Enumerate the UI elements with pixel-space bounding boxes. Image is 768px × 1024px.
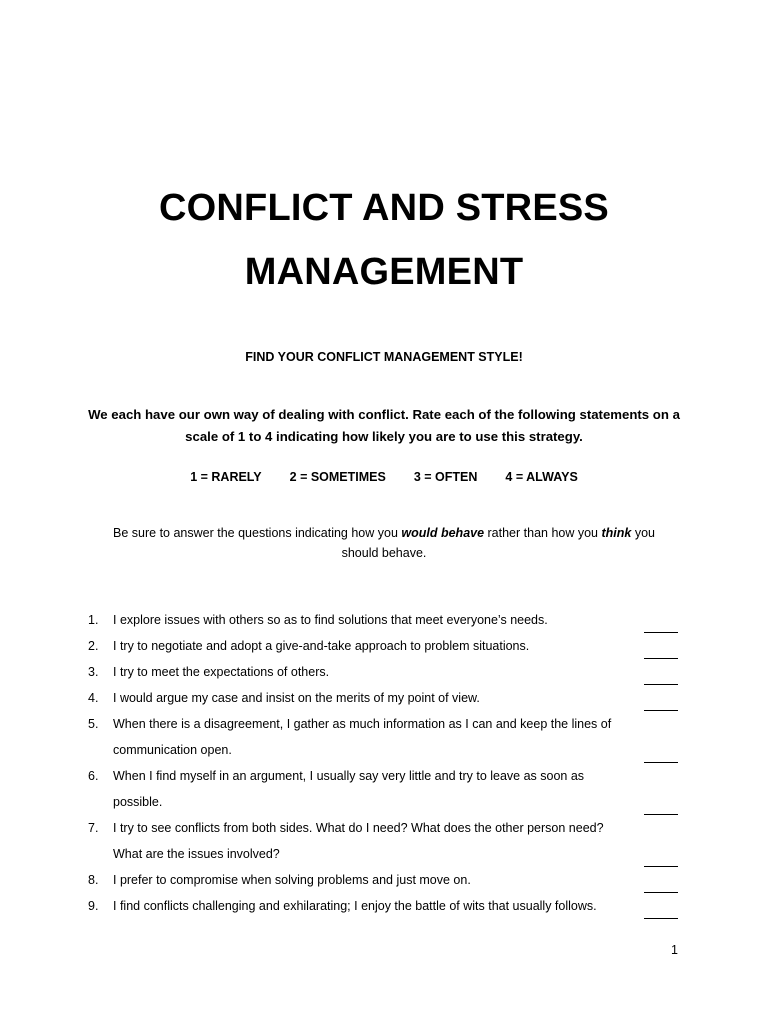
title-line-1: CONFLICT AND STRESS — [159, 187, 609, 229]
answer-blank[interactable] — [644, 642, 678, 659]
question-number: 4. — [88, 691, 99, 705]
answer-blank[interactable] — [644, 902, 678, 919]
question-item — [88, 711, 688, 763]
instruction-emphasis-think: think — [601, 526, 632, 540]
scale-often: 3 = OFTEN — [413, 470, 478, 484]
question-text: I prefer to compromise when solving problems and just move on. — [113, 873, 471, 887]
instruction-text-1: Be sure to answer the questions indicating how you — [113, 526, 402, 540]
section-subtitle: FIND YOUR CONFLICT MANAGEMENT STYLE! — [245, 350, 523, 364]
question-text: I try to see conflicts from both sides. What do I need? What does the other person need? What are the issues involved? — [113, 821, 604, 861]
answer-blank[interactable] — [644, 876, 678, 893]
question-number: 3. — [88, 665, 99, 679]
instruction-text-2: rather than how you — [484, 526, 602, 540]
question-item — [88, 867, 688, 893]
answer-blank[interactable] — [644, 616, 678, 633]
scale-rarely: 1 = RARELY — [190, 470, 262, 484]
question-text: When there is a disagreement, I gather as much information as I can and keep the lines of communication open. — [113, 717, 612, 757]
answer-blank[interactable] — [644, 668, 678, 685]
intro-paragraph: We each have our own way of dealing with conflict. Rate each of the following statements on a scale of 1 to 4 indicating how likely you are to use this strategy. — [88, 407, 680, 444]
question-item — [88, 893, 688, 919]
question-item — [88, 685, 688, 711]
question-number: 8. — [88, 873, 99, 887]
question-item — [88, 659, 688, 685]
instruction-paragraph — [100, 523, 668, 563]
question-number: 2. — [88, 639, 99, 653]
question-number: 5. — [88, 717, 99, 731]
question-number: 1. — [88, 613, 99, 627]
question-list — [88, 607, 688, 919]
question-text: I explore issues with others so as to find solutions that meet everyone’s needs. — [113, 613, 548, 627]
rating-scale — [0, 470, 768, 484]
question-item — [88, 815, 688, 867]
question-text: When I find myself in an argument, I usually say very little and try to leave as soon as possible. — [113, 769, 585, 809]
title-line-2: MANAGEMENT — [244, 251, 524, 293]
question-text: I try to negotiate and adopt a give-and-take approach to problem situations. — [113, 639, 530, 653]
answer-blank[interactable] — [644, 746, 678, 763]
answer-blank[interactable] — [644, 850, 678, 867]
question-item — [88, 607, 688, 633]
answer-blank[interactable] — [644, 694, 678, 711]
question-item — [88, 763, 688, 815]
page-number: 1 — [671, 943, 678, 957]
scale-always: 4 = ALWAYS — [505, 470, 578, 484]
instruction-emphasis-would-behave: would behave — [401, 526, 485, 540]
question-text: I find conflicts challenging and exhilarating; I enjoy the battle of wits that usually follows. — [113, 899, 597, 913]
answer-blank[interactable] — [644, 798, 678, 815]
question-item — [88, 633, 688, 659]
question-number: 6. — [88, 769, 99, 783]
question-text: I try to meet the expectations of others. — [113, 665, 330, 679]
question-text: I would argue my case and insist on the merits of my point of view. — [113, 691, 480, 705]
question-number: 9. — [88, 899, 99, 913]
instruction-text-3: you should behave. — [341, 526, 655, 560]
question-number: 7. — [88, 821, 99, 835]
document-title — [0, 176, 768, 304]
scale-sometimes: 2 = SOMETIMES — [289, 470, 386, 484]
